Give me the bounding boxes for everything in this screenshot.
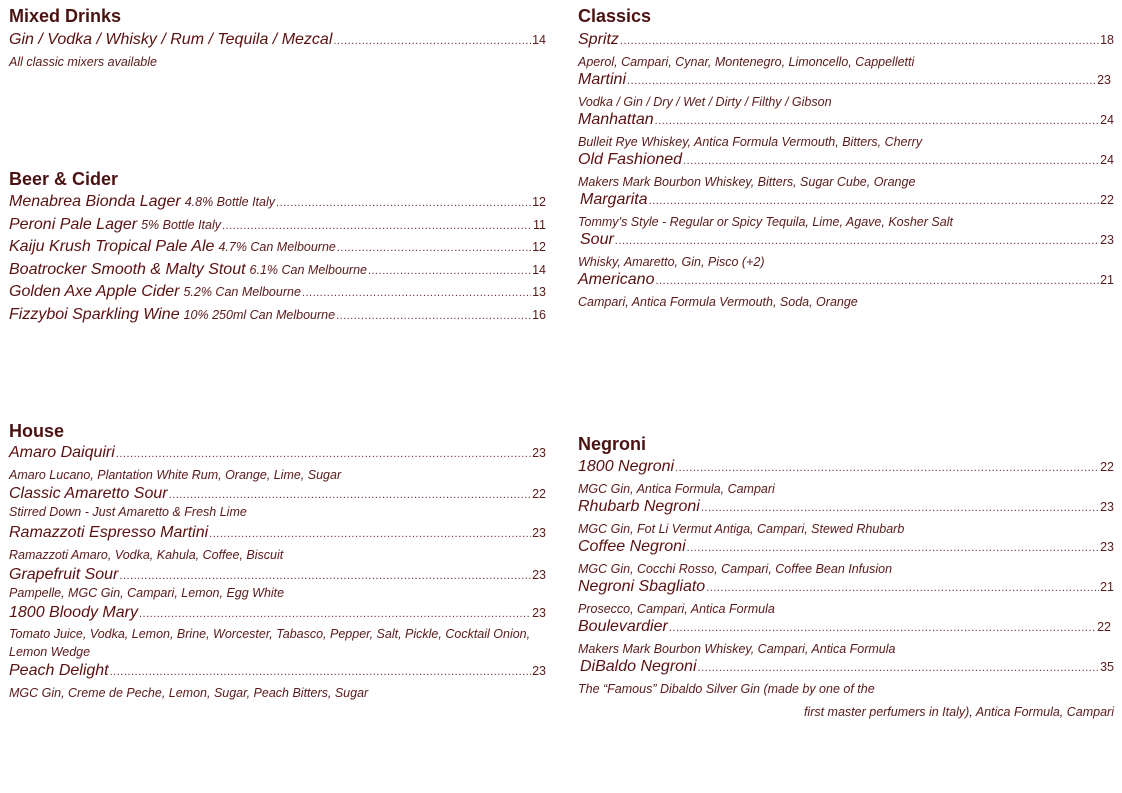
item-price: 23: [1097, 73, 1111, 87]
section-heading: Classics: [578, 6, 652, 26]
item-description: Amaro Lucano, Plantation White Rum, Orange, Lime, Sugar: [9, 468, 342, 482]
leader-dots: [368, 265, 531, 277]
item-name: Grapefruit Sour: [9, 566, 119, 583]
menu-item-row: [9, 31, 546, 49]
item-price: 23: [532, 526, 546, 540]
menu-item-row: [9, 566, 546, 584]
item-name: Ramazzoti Espresso Martini: [9, 524, 209, 541]
item-description: Tommy’s Style - Regular or Spicy Tequila, Lime, Agave, Kosher Salt: [578, 215, 953, 229]
item-name: DiBaldo Negroni: [580, 658, 697, 675]
item-detail: 6.1% Can Melbourne: [249, 262, 367, 277]
menu-item-row: [9, 444, 546, 462]
item-price: 22: [532, 487, 546, 501]
leader-dots: [687, 542, 1099, 554]
section-heading: Beer & Cider: [9, 169, 119, 189]
section-heading: House: [9, 421, 65, 441]
item-name: Americano: [578, 271, 655, 288]
leader-dots: [222, 220, 532, 232]
leader-dots: [627, 75, 1096, 87]
menu-item-row: [9, 485, 546, 503]
menu-item-row: [9, 283, 546, 306]
menu-item-row: [578, 618, 1114, 636]
item-price: 35: [1100, 660, 1114, 674]
item-name: Kaiju Krush Tropical Pale Ale: [9, 238, 215, 256]
item-price: 21: [1100, 273, 1114, 287]
leader-dots: [655, 115, 1099, 127]
menu-item-row: [578, 151, 1114, 169]
item-detail: 4.8% Bottle Italy: [184, 195, 276, 209]
leader-dots: [669, 622, 1096, 634]
leader-dots: [110, 666, 531, 678]
item-price: 23: [532, 606, 546, 620]
item-description: Tomato Juice, Vodka, Lemon, Brine, Worcester, Tabasco, Pepper, Salt, Pickle, Cocktail Onion, Lemon Wedge: [9, 627, 531, 659]
item-name: Spritz: [578, 31, 619, 48]
item-description: Stirred Down - Just Amaretto & Fresh Lime: [9, 505, 247, 519]
negroni-section: [578, 433, 1114, 721]
leader-dots: [302, 287, 531, 299]
menu-item-row: [578, 578, 1114, 596]
item-detail: 4.7% Can Melbourne: [218, 240, 336, 255]
beer-cider-section: [9, 168, 546, 329]
item-price: 23: [1100, 540, 1114, 554]
item-name: Coffee Negroni: [578, 538, 686, 555]
item-description-continued: first master perfumers in Italy), Antica Formula, Campari: [803, 705, 1114, 719]
item-price: 14: [532, 262, 546, 277]
item-name: Manhattan: [578, 111, 654, 128]
leader-dots: [333, 35, 531, 47]
item-name: Margarita: [580, 191, 648, 208]
item-price: 24: [1100, 113, 1114, 127]
item-name: Old Fashioned: [578, 151, 683, 168]
item-description: MGC Gin, Cocchi Rosso, Campari, Coffee Bean Infusion: [578, 562, 893, 576]
item-description: Makers Mark Bourbon Whiskey, Campari, Antica Formula: [578, 642, 896, 656]
item-description: Makers Mark Bourbon Whiskey, Bitters, Sugar Cube, Orange: [578, 175, 916, 189]
item-price: 23: [532, 664, 546, 678]
item-description: MGC Gin, Fot Li Vermut Antiga, Campari, Stewed Rhubarb: [578, 522, 905, 536]
item-name: Peroni Pale Lager: [9, 215, 138, 233]
leader-dots: [276, 197, 531, 209]
item-name: Gin / Vodka / Whisky / Rum / Tequila / Mezcal: [9, 31, 333, 48]
item-description: MGC Gin, Antica Formula, Campari: [578, 482, 775, 496]
leader-dots: [655, 275, 1099, 287]
item-name: 1800 Bloody Mary: [9, 604, 138, 621]
item-description: MGC Gin, Creme de Peche, Lemon, Sugar, Peach Bitters, Sugar: [9, 686, 369, 700]
item-price: 12: [532, 195, 546, 209]
item-description: Campari, Antica Formula Vermouth, Soda, Orange: [578, 295, 858, 309]
menu-item-row: [578, 191, 1114, 209]
item-price: 24: [1100, 153, 1114, 167]
section-heading: Mixed Drinks: [9, 6, 122, 26]
item-description: Ramazzoti Amaro, Vodka, Kahula, Coffee, Biscuit: [9, 548, 284, 562]
item-name: Menabrea Bionda Lager: [9, 193, 181, 210]
item-name: Rhubarb Negroni: [578, 498, 700, 515]
item-price: 21: [1100, 580, 1114, 594]
leader-dots: [649, 195, 1100, 207]
item-price: 18: [1100, 33, 1114, 47]
item-name: Golden Axe Apple Cider: [9, 283, 180, 301]
item-price: 23: [1100, 500, 1114, 514]
item-detail: 5% Bottle Italy: [141, 217, 221, 232]
leader-dots: [139, 608, 531, 620]
menu-item-row: [578, 538, 1114, 556]
item-name: 1800 Negroni: [578, 458, 675, 475]
leader-dots: [336, 310, 531, 322]
menu-item-row: [9, 261, 546, 284]
house-section: [9, 420, 546, 702]
classics-section: [578, 5, 1114, 311]
leader-dots: [169, 489, 532, 501]
item-price: 12: [532, 240, 546, 255]
item-price: 23: [1100, 233, 1114, 247]
leader-dots: [337, 242, 531, 254]
item-name: Peach Delight: [9, 662, 109, 679]
item-description: Aperol, Campari, Cynar, Montenegro, Limoncello, Cappelletti: [578, 55, 915, 69]
menu-item-row: [578, 231, 1114, 249]
menu-item-row: [578, 71, 1114, 89]
menu-item-row: [9, 193, 546, 216]
menu-item-row: [9, 238, 546, 261]
item-description: Bulleit Rye Whiskey, Antica Formula Vermouth, Bitters, Cherry: [578, 135, 923, 149]
item-name: Boatrocker Smooth & Malty Stout: [9, 260, 246, 278]
menu-item-row: [9, 216, 546, 239]
item-price: 16: [532, 307, 546, 322]
item-detail: 5.2% Can Melbourne: [183, 285, 301, 300]
item-description: Vodka / Gin / Dry / Wet / Dirty / Filthy / Gibson: [578, 95, 832, 109]
item-name: Martini: [578, 71, 627, 88]
item-price: 23: [532, 446, 546, 460]
item-name: Classic Amaretto Sour: [9, 485, 168, 502]
leader-dots: [116, 448, 531, 460]
menu-item-row: [578, 111, 1114, 129]
item-name: Sour: [580, 231, 614, 248]
item-description: All classic mixers available: [9, 55, 157, 69]
leader-dots: [701, 502, 1099, 514]
menu-item-row: [9, 604, 546, 622]
item-price: 11: [533, 217, 546, 232]
item-detail: 10% 250ml Can Melbourne: [183, 307, 336, 322]
item-name: Negroni Sbagliato: [578, 578, 706, 595]
menu-item-row: [9, 524, 546, 542]
section-heading: Negroni: [578, 434, 647, 454]
menu-item-row: [578, 458, 1114, 476]
item-name: Amaro Daiquiri: [9, 444, 115, 461]
item-price: 14: [532, 33, 546, 47]
leader-dots: [119, 570, 531, 582]
item-price: 22: [1100, 460, 1114, 474]
item-name: Fizzyboi Sparkling Wine: [9, 305, 180, 323]
leader-dots: [209, 528, 531, 540]
menu-item-row: [578, 31, 1114, 49]
mixed-drinks-section: [9, 5, 546, 71]
menu-item-row: [578, 271, 1114, 289]
leader-dots: [615, 235, 1099, 247]
leader-dots: [620, 35, 1099, 47]
menu-item-row: [9, 662, 546, 680]
item-description: Prosecco, Campari, Antica Formula: [578, 602, 775, 616]
item-price: 22: [1100, 193, 1114, 207]
leader-dots: [698, 662, 1100, 674]
leader-dots: [683, 155, 1099, 167]
item-description: Pampelle, MGC Gin, Campari, Lemon, Egg White: [9, 586, 285, 600]
item-description: Whisky, Amaretto, Gin, Pisco (+2): [578, 255, 765, 269]
item-price: 23: [532, 568, 546, 582]
leader-dots: [706, 582, 1099, 594]
item-price: 13: [532, 285, 546, 300]
item-price: 22: [1097, 620, 1111, 634]
item-description: The “Famous” Dibaldo Silver Gin (made by one of the: [578, 682, 875, 696]
item-name: Boulevardier: [578, 618, 668, 635]
leader-dots: [675, 462, 1099, 474]
menu-item-row: [578, 498, 1114, 516]
menu-item-row: [578, 658, 1114, 676]
menu-item-row: [9, 306, 546, 329]
